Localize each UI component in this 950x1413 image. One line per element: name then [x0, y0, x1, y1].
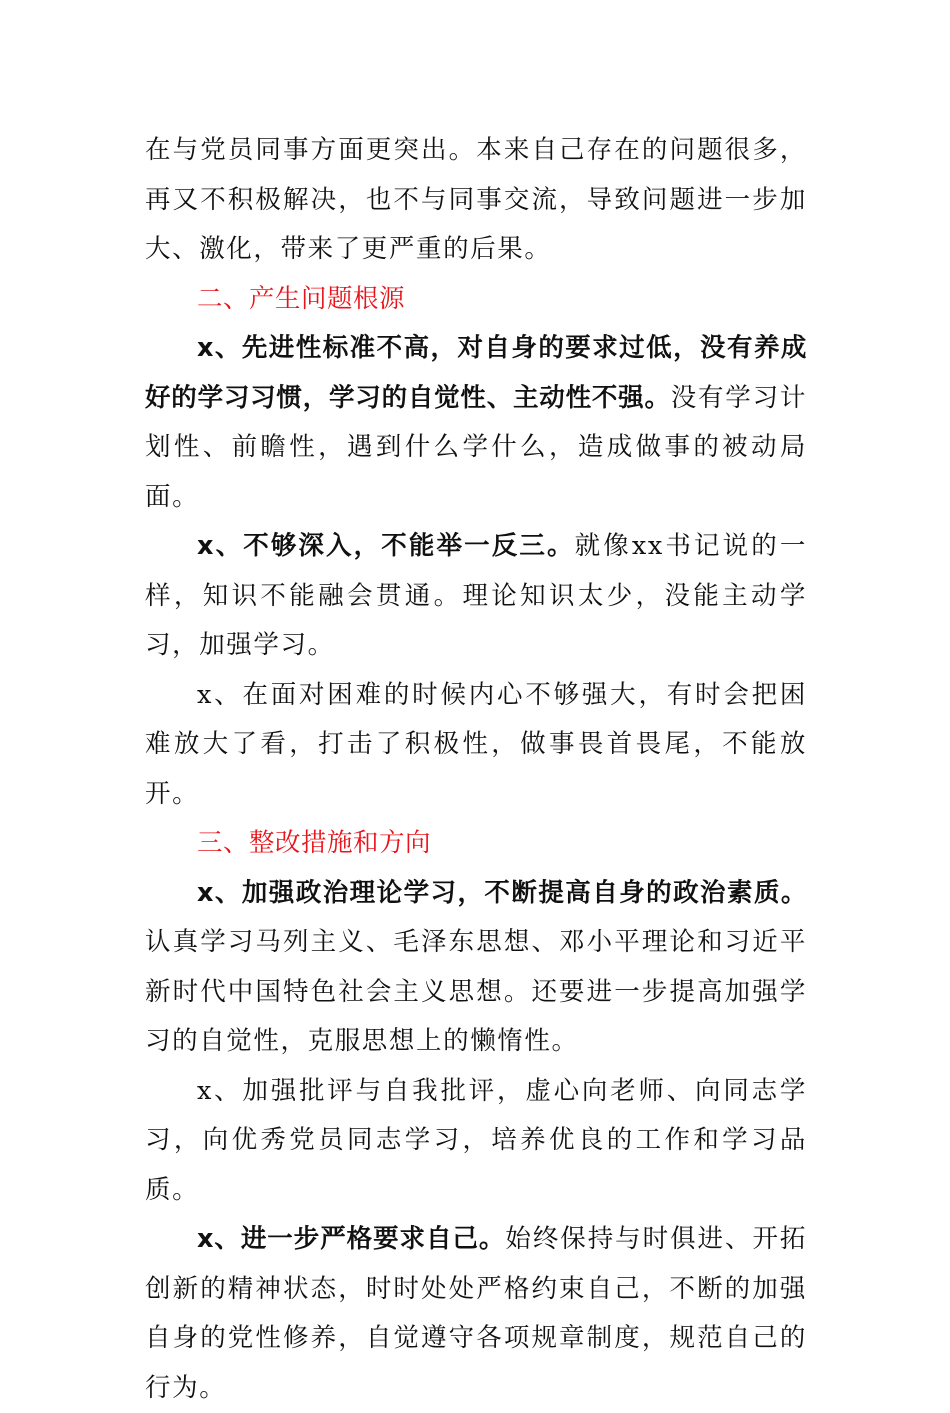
document-page — [145, 126, 807, 1413]
paragraph-cause-2-lead: x、不够深入，不能举一反三。 — [197, 531, 575, 561]
paragraph-measure-1-body: 认真学习马列主义、毛泽东思想、邓小平理论和习近平新时代中国特色社会主义思想。还要进一步提高加强学习的自觉性，克服思想上的懒惰性。 — [145, 927, 807, 1056]
paragraph-continuation: 在与党员同事方面更突出。本来自己存在的问题很多，再又不积极解决，也不与同事交流，导致问题进一步加大、激化，带来了更严重的后果。 — [145, 135, 807, 264]
paragraph-measure-1 — [145, 869, 807, 1067]
paragraph-cause-1 — [145, 324, 807, 522]
paragraph-cause-2-body: 就像xx书记说的一样，知识不能融会贯通。理论知识太少，没能主动学习，加强学习。 — [145, 531, 807, 660]
paragraph-cause-2 — [145, 522, 807, 671]
paragraph-measure-3-body: 始终保持与时俱进、开拓创新的精神状态，时时处处严格约束自己，不断的加强自身的党性修养，自觉遵守各项规章制度，规范自己的行为。 — [145, 1224, 807, 1403]
paragraph-measure-3 — [145, 1215, 807, 1413]
paragraph-measure-2: x、加强批评与自我批评，虚心向老师、向同志学习，向优秀党员同志学习，培养优良的工作和学习品质。 — [145, 1075, 807, 1205]
paragraph-cause-1-body: 没有学习计划性、前瞻性，遇到什么学什么，造成做事的被动局面。 — [145, 382, 807, 512]
section-heading-root-causes: 二、产生问题根源 — [197, 283, 406, 314]
paragraph-measure-1-lead: x、加强政治理论学习，不断提高自身的政治素质。 — [197, 877, 807, 908]
paragraph-measure-3-lead: x、进一步严格要求自己。 — [197, 1224, 506, 1254]
paragraph-cause-3: x、在面对困难的时候内心不够强大，有时会把困难放大了看，打击了积极性，做事畏首畏尾，不能放开。 — [145, 679, 807, 809]
section-heading-measures: 三、整改措施和方向 — [197, 828, 432, 858]
paragraph-cause-1-lead: x、先进性标准不高，对自身的要求过低，没有养成好的学习习惯，学习的自觉性、主动性不强。 — [145, 333, 807, 413]
